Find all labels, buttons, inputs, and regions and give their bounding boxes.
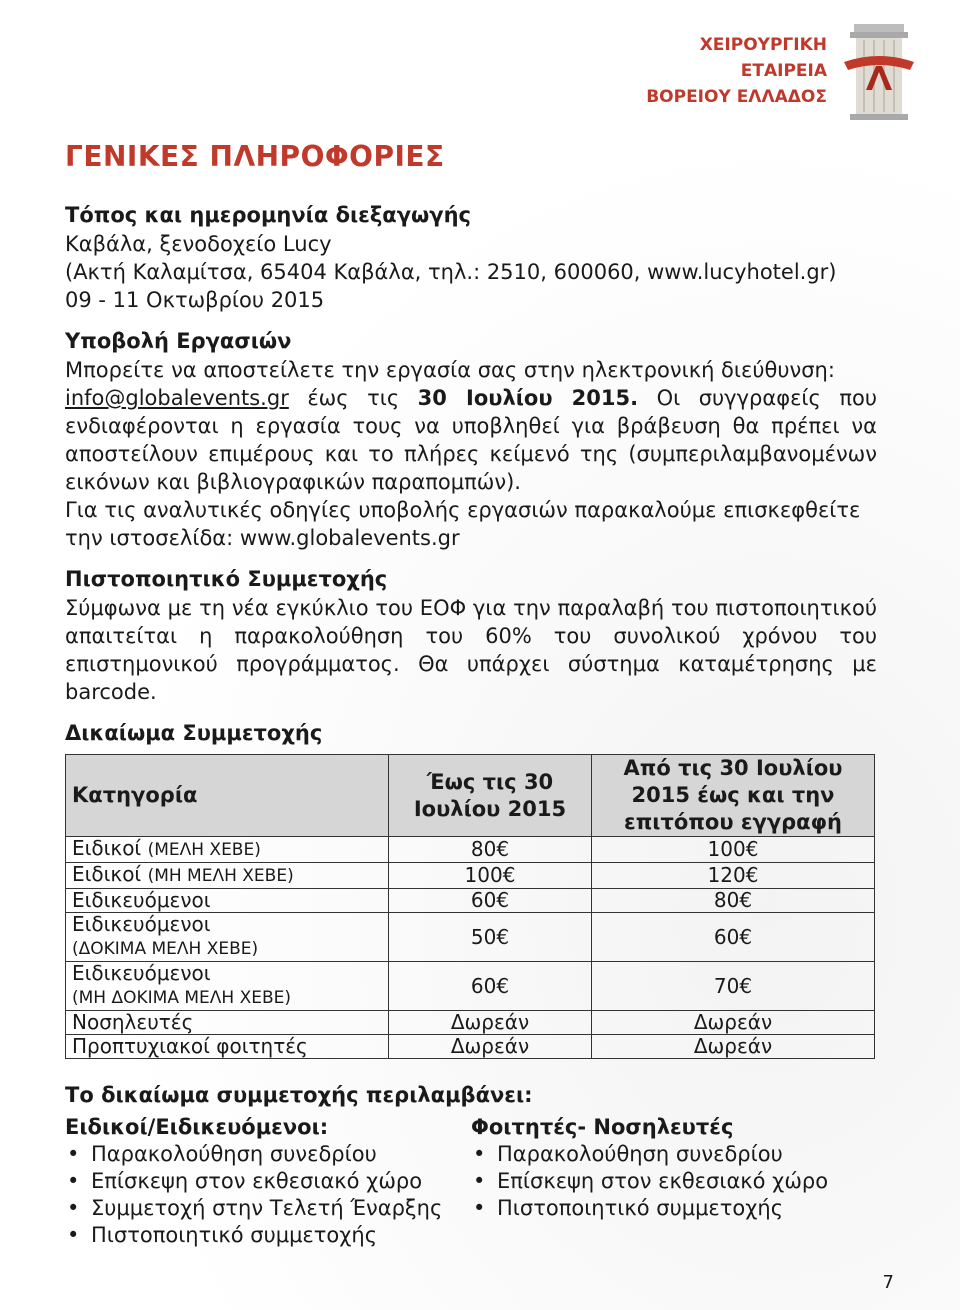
bullet-icon: •	[473, 1142, 486, 1166]
submission-intro: Μπορείτε να αποστείλετε την εργασία σας στην ηλεκτρονική διεύθυνση:	[65, 358, 835, 382]
fee-row	[66, 962, 875, 1011]
includes-specialists	[65, 1113, 471, 1249]
org-name-line-3: ΒΟΡΕΙΟΥ ΕΛΛΑΔΟΣ	[646, 87, 827, 107]
column-emblem-icon	[836, 20, 922, 120]
fee-row	[66, 913, 875, 962]
include-item-text: Παρακολούθηση συνεδρίου	[497, 1142, 783, 1166]
submission-guidelines: Για τις αναλυτικές οδηγίες υποβολής εργασιών παρακαλούμε επισκεφθείτε την ιστοσελίδα: www.globalevents.gr	[65, 498, 861, 550]
org-name-line-1: ΧΕΙΡΟΥΡΓΙΚΗ	[699, 35, 827, 55]
col-early: Έως τις 30 Ιουλίου 2015	[389, 755, 592, 837]
deadline: 30 Ιουλίου 2015.	[417, 386, 639, 410]
fee-late: Δωρεάν	[592, 1011, 875, 1035]
includes-columns	[65, 1113, 877, 1249]
fee-row	[66, 889, 875, 913]
fee-early: 100€	[389, 863, 592, 889]
org-name-line-2: ΕΤΑΙΡΕΙΑ	[740, 61, 827, 81]
fee-row	[66, 863, 875, 889]
certificate-text: Σύμφωνα με τη νέα εγκύκλιο του ΕΟΦ για την παραλαβή του πιστοποιητικού απαιτείται η παρακολούθηση του 60% του συνολικού χρόνου του επιστημονικού προγράμματος. Θα υπάρχει σύστημα καταμέτρησης με barcode.	[65, 596, 877, 704]
fee-early: Δωρεάν	[389, 1035, 592, 1059]
include-item	[65, 1222, 471, 1249]
bullet-icon: •	[67, 1196, 80, 1220]
bullet-icon: •	[67, 1142, 80, 1166]
col-category: Κατηγορία	[66, 755, 389, 837]
include-item	[471, 1195, 877, 1222]
email-link[interactable]: info@globalevents.gr	[65, 386, 289, 410]
fee-row	[66, 1035, 875, 1059]
fee-category	[66, 863, 389, 889]
fee-category-label: Ειδικευόμενοι	[72, 961, 211, 985]
fee-category	[66, 1035, 389, 1059]
include-item-text: Συμμετοχή στην Τελετή Έναρξης	[91, 1196, 443, 1220]
bullet-icon: •	[67, 1223, 80, 1247]
fee-category-sub: (ΔΟΚΙΜΑ ΜΕΛΗ ΧΕΒΕ)	[72, 939, 259, 959]
bullet-icon: •	[473, 1196, 486, 1220]
fee-late: 120€	[592, 863, 875, 889]
include-item	[65, 1195, 471, 1222]
page-number: 7	[882, 1272, 894, 1293]
include-item	[471, 1168, 877, 1195]
venue-dates: 09 - 11 Οκτωβρίου 2015	[65, 288, 325, 312]
fee-category	[66, 889, 389, 913]
include-item	[65, 1168, 471, 1195]
fee-category	[66, 837, 389, 863]
bullet-icon: •	[473, 1169, 486, 1193]
until-text: έως τις	[288, 386, 418, 410]
include-item-text: Επίσκεψη στον εκθεσιακό χώρο	[91, 1169, 423, 1193]
venue-line-1: Καβάλα, ξενοδοχείο Lucy	[65, 232, 332, 256]
fee-late: 70€	[592, 962, 875, 1011]
fee-early: 60€	[389, 889, 592, 913]
fee-category	[66, 1011, 389, 1035]
bullet-icon: •	[67, 1169, 80, 1193]
includes-students-nurses	[471, 1113, 877, 1249]
fee-category-label: Ειδικοί	[72, 836, 142, 860]
org-logo	[642, 20, 922, 120]
col-late: Από τις 30 Ιουλίου 2015 έως και την επιτόπου εγγραφή	[592, 755, 875, 837]
fees-header-row	[66, 755, 875, 837]
fee-category-label: Προπτυχιακοί φοιτητές	[72, 1034, 308, 1058]
fee-late: 60€	[592, 913, 875, 962]
fee-category-label: Ειδικευόμενοι	[72, 912, 211, 936]
include-item-text: Πιστοποιητικό συμμετοχής	[497, 1196, 784, 1220]
fee-category-sub: (ΜΗ ΔΟΚΙΜΑ ΜΕΛΗ ΧΕΒΕ)	[72, 988, 292, 1008]
include-item-text: Πιστοποιητικό συμμετοχής	[91, 1223, 378, 1247]
fee-category	[66, 962, 389, 1011]
includes-heading: Το δικαίωμα συμμετοχής περιλαμβάνει:	[65, 1083, 533, 1107]
venue-line-2: (Ακτή Καλαμίτσα, 65404 Καβάλα, τηλ.: 2510, 600060, www.lucyhotel.gr)	[65, 260, 837, 284]
page-title: ΓΕΝΙΚΕΣ ΠΛΗΡΟΦΟΡΙΕΣ	[65, 140, 445, 173]
fee-category-label: Νοσηλευτές	[72, 1010, 194, 1034]
certificate-heading: Πιστοποιητικό Συμμετοχής	[65, 567, 388, 591]
includes-right-title: Φοιτητές- Νοσηλευτές	[471, 1115, 734, 1139]
fee-early: 60€	[389, 962, 592, 1011]
include-item-text: Παρακολούθηση συνεδρίου	[91, 1142, 377, 1166]
fee-category-sub: (ΜΕΛΗ ΧΕΒΕ)	[147, 840, 261, 860]
include-item	[65, 1141, 471, 1168]
include-item-text: Επίσκεψη στον εκθεσιακό χώρο	[497, 1169, 829, 1193]
fee-row	[66, 1011, 875, 1035]
fee-early: Δωρεάν	[389, 1011, 592, 1035]
submission-paragraph	[65, 384, 877, 496]
include-item	[471, 1141, 877, 1168]
fees-heading: Δικαίωμα Συμμετοχής	[65, 721, 323, 745]
fee-late: 100€	[592, 837, 875, 863]
org-name	[642, 32, 827, 110]
content	[65, 200, 877, 1249]
venue-heading: Τόπος και ημερομηνία διεξαγωγής	[65, 203, 471, 227]
fee-category-label: Ειδικευόμενοι	[72, 888, 211, 912]
fee-early: 50€	[389, 913, 592, 962]
fees-table	[65, 754, 875, 1059]
submission-heading: Υποβολή Εργασιών	[65, 329, 292, 353]
fee-category-label: Ειδικοί	[72, 862, 142, 886]
fee-late: Δωρεάν	[592, 1035, 875, 1059]
fee-category	[66, 913, 389, 962]
fee-row	[66, 837, 875, 863]
fee-category-sub: (ΜΗ ΜΕΛΗ ΧΕΒΕ)	[147, 866, 294, 886]
fee-early: 80€	[389, 837, 592, 863]
submission-details: Οι συγγραφείς που ενδιαφέρονται η εργασία τους να υποβληθεί για βράβευση θα πρέπει να αποστείλουν επιμέρους και το πλήρες κείμενό της (συμπεριλαμβανομένων εικόνων και βιβλιογραφικών παραπομπών).	[65, 386, 877, 494]
includes-left-title: Ειδικοί/Ειδικευόμενοι:	[65, 1115, 329, 1139]
fee-late: 80€	[592, 889, 875, 913]
